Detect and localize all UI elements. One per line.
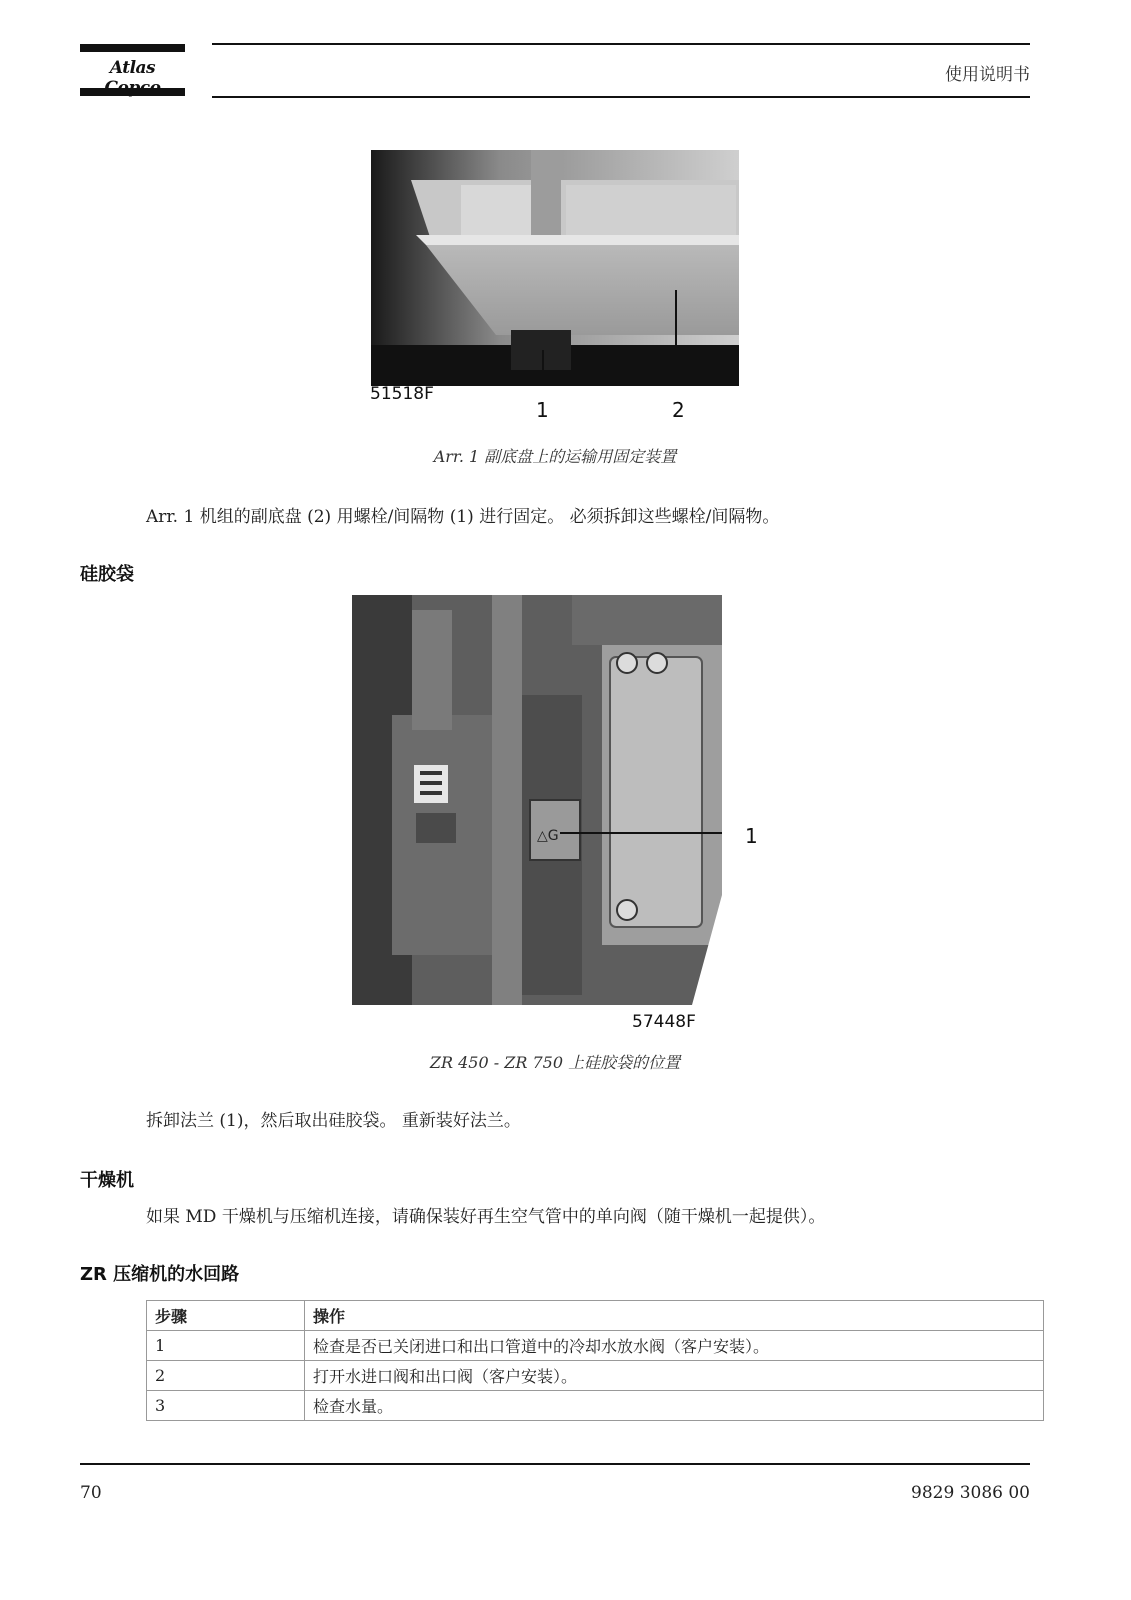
action-cell: 打开水进口阀和出口阀（客户安装）。 bbox=[305, 1361, 1044, 1391]
action-cell: 检查是否已关闭进口和出口管道中的冷却水放水阀（客户安装）。 bbox=[305, 1331, 1044, 1361]
table-header-row bbox=[147, 1301, 1044, 1331]
figure1-callout-1: 1 bbox=[536, 398, 549, 422]
figure1-callout-2: 2 bbox=[672, 398, 685, 422]
figure2-caption: ZR 450 - ZR 750 上硅胶袋的位置 bbox=[429, 1053, 681, 1072]
heading-water-circuit: ZR 压缩机的水回路 bbox=[80, 1264, 240, 1285]
heading-silica-gel: 硅胶袋 bbox=[80, 564, 134, 585]
table-row bbox=[147, 1361, 1044, 1391]
step-cell: 1 bbox=[147, 1331, 305, 1361]
page-number: 70 bbox=[80, 1483, 102, 1503]
paragraph-dryer: 如果 MD 干燥机与压缩机连接，请确保装好再生空气管中的单向阀（随干燥机一起提供）。 bbox=[146, 1207, 826, 1227]
silica-gel-photo bbox=[352, 595, 722, 1005]
paragraph-silica-gel: 拆卸法兰 (1)，然后取出硅胶袋。 重新装好法兰。 bbox=[146, 1111, 521, 1131]
action-cell: 检查水量。 bbox=[305, 1391, 1044, 1421]
table-row bbox=[147, 1391, 1044, 1421]
figure1-caption: Arr. 1 副底盘上的运输用固定装置 bbox=[433, 447, 677, 466]
document-number: 9829 3086 00 bbox=[911, 1483, 1030, 1503]
heading-dryer: 干燥机 bbox=[80, 1170, 134, 1191]
atlas-copco-logo bbox=[80, 44, 185, 96]
step-cell: 2 bbox=[147, 1361, 305, 1391]
header-rule-top bbox=[212, 43, 1030, 45]
subframe-photo bbox=[371, 150, 739, 386]
brand-wordmark: Atlas bbox=[109, 58, 156, 78]
paragraph-subframe: Arr. 1 机组的副底盘 (2) 用螺栓/间隔物 (1) 进行固定。 必须拆卸这些螺栓/间隔物。 bbox=[146, 507, 780, 527]
column-header-action: 操作 bbox=[305, 1301, 1044, 1331]
table-row bbox=[147, 1331, 1044, 1361]
footer-rule bbox=[80, 1463, 1030, 1465]
document-kind: 使用说明书 bbox=[945, 65, 1030, 85]
svg-text:△G: △G bbox=[537, 828, 559, 844]
column-header-step: 步骤 bbox=[147, 1301, 305, 1331]
figure2-callout-1: 1 bbox=[745, 824, 758, 848]
header-rule-bottom bbox=[212, 96, 1030, 98]
figure2-code: 57448F bbox=[632, 1012, 696, 1032]
figure1-code: 51518F bbox=[370, 384, 434, 404]
step-cell: 3 bbox=[147, 1391, 305, 1421]
water-circuit-table bbox=[146, 1300, 1044, 1421]
